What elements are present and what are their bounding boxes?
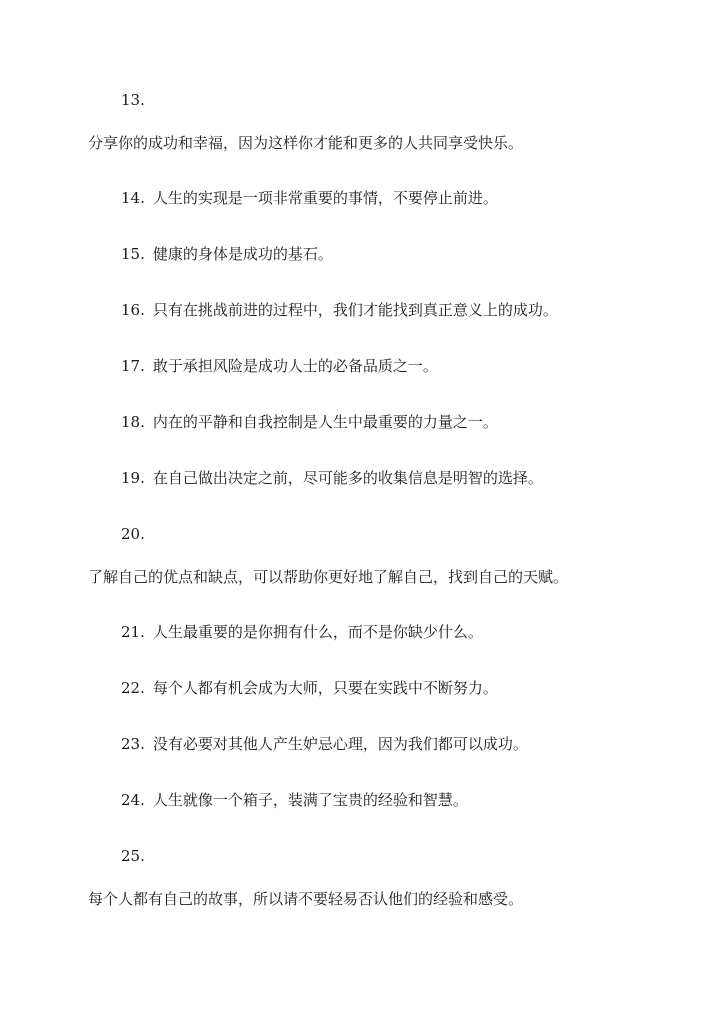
list-item-text: 人生最重要的是你拥有什么，而不是你缺少什么。 <box>152 623 483 641</box>
list-item <box>121 244 333 264</box>
list-item-number: 15. <box>121 245 145 263</box>
list-item <box>121 300 558 320</box>
list-item-text: 内在的平静和自我控制是人生中最重要的力量之一。 <box>152 413 498 431</box>
list-item <box>121 412 498 432</box>
list-item-number: 18. <box>121 413 145 431</box>
list-item <box>121 790 468 810</box>
list-item-text: 分享你的成功和幸福，因为这样你才能和更多的人共同享受快乐。 <box>88 134 524 152</box>
list-item <box>121 356 438 376</box>
list-item-number: 16. <box>121 301 145 319</box>
list-item <box>121 468 543 488</box>
list-item <box>121 734 528 754</box>
list-item-number: 22. <box>121 679 145 697</box>
list-item-text: 人生的实现是一项非常重要的事情，不要停止前进。 <box>152 189 498 207</box>
list-item <box>121 622 483 642</box>
list-item-text: 了解自己的优点和缺点，可以帮助你更好地了解自己，找到自己的天赋。 <box>88 568 569 586</box>
list-item-text: 人生就像一个箱子，装满了宝贵的经验和智慧。 <box>152 791 468 809</box>
list-item-text: 只有在挑战前进的过程中，我们才能找到真正意义上的成功。 <box>152 301 558 319</box>
list-item-text: 每个人都有机会成为大师，只要在实践中不断努力。 <box>152 679 498 697</box>
list-item-number: 25. <box>121 847 145 865</box>
list-item-number: 17. <box>121 357 145 375</box>
list-item-number: 13. <box>121 91 145 109</box>
list-item <box>121 188 498 208</box>
list-item-text: 在自己做出决定之前，尽可能多的收集信息是明智的选择。 <box>152 469 543 487</box>
list-item-number: 24. <box>121 791 145 809</box>
list-item-text: 健康的身体是成功的基石。 <box>152 245 333 263</box>
list-item-number: 23. <box>121 735 145 753</box>
list-item <box>121 678 498 698</box>
list-item-number: 19. <box>121 469 145 487</box>
list-item-text: 每个人都有自己的故事，所以请不要轻易否认他们的经验和感受。 <box>88 890 524 908</box>
list-item-text: 敢于承担风险是成功人士的必备品质之一。 <box>152 357 438 375</box>
list-item-text: 没有必要对其他人产生妒忌心理，因为我们都可以成功。 <box>152 735 528 753</box>
list-item-number: 14. <box>121 189 145 207</box>
list-item-number: 21. <box>121 623 145 641</box>
list-item-number: 20. <box>121 525 145 543</box>
